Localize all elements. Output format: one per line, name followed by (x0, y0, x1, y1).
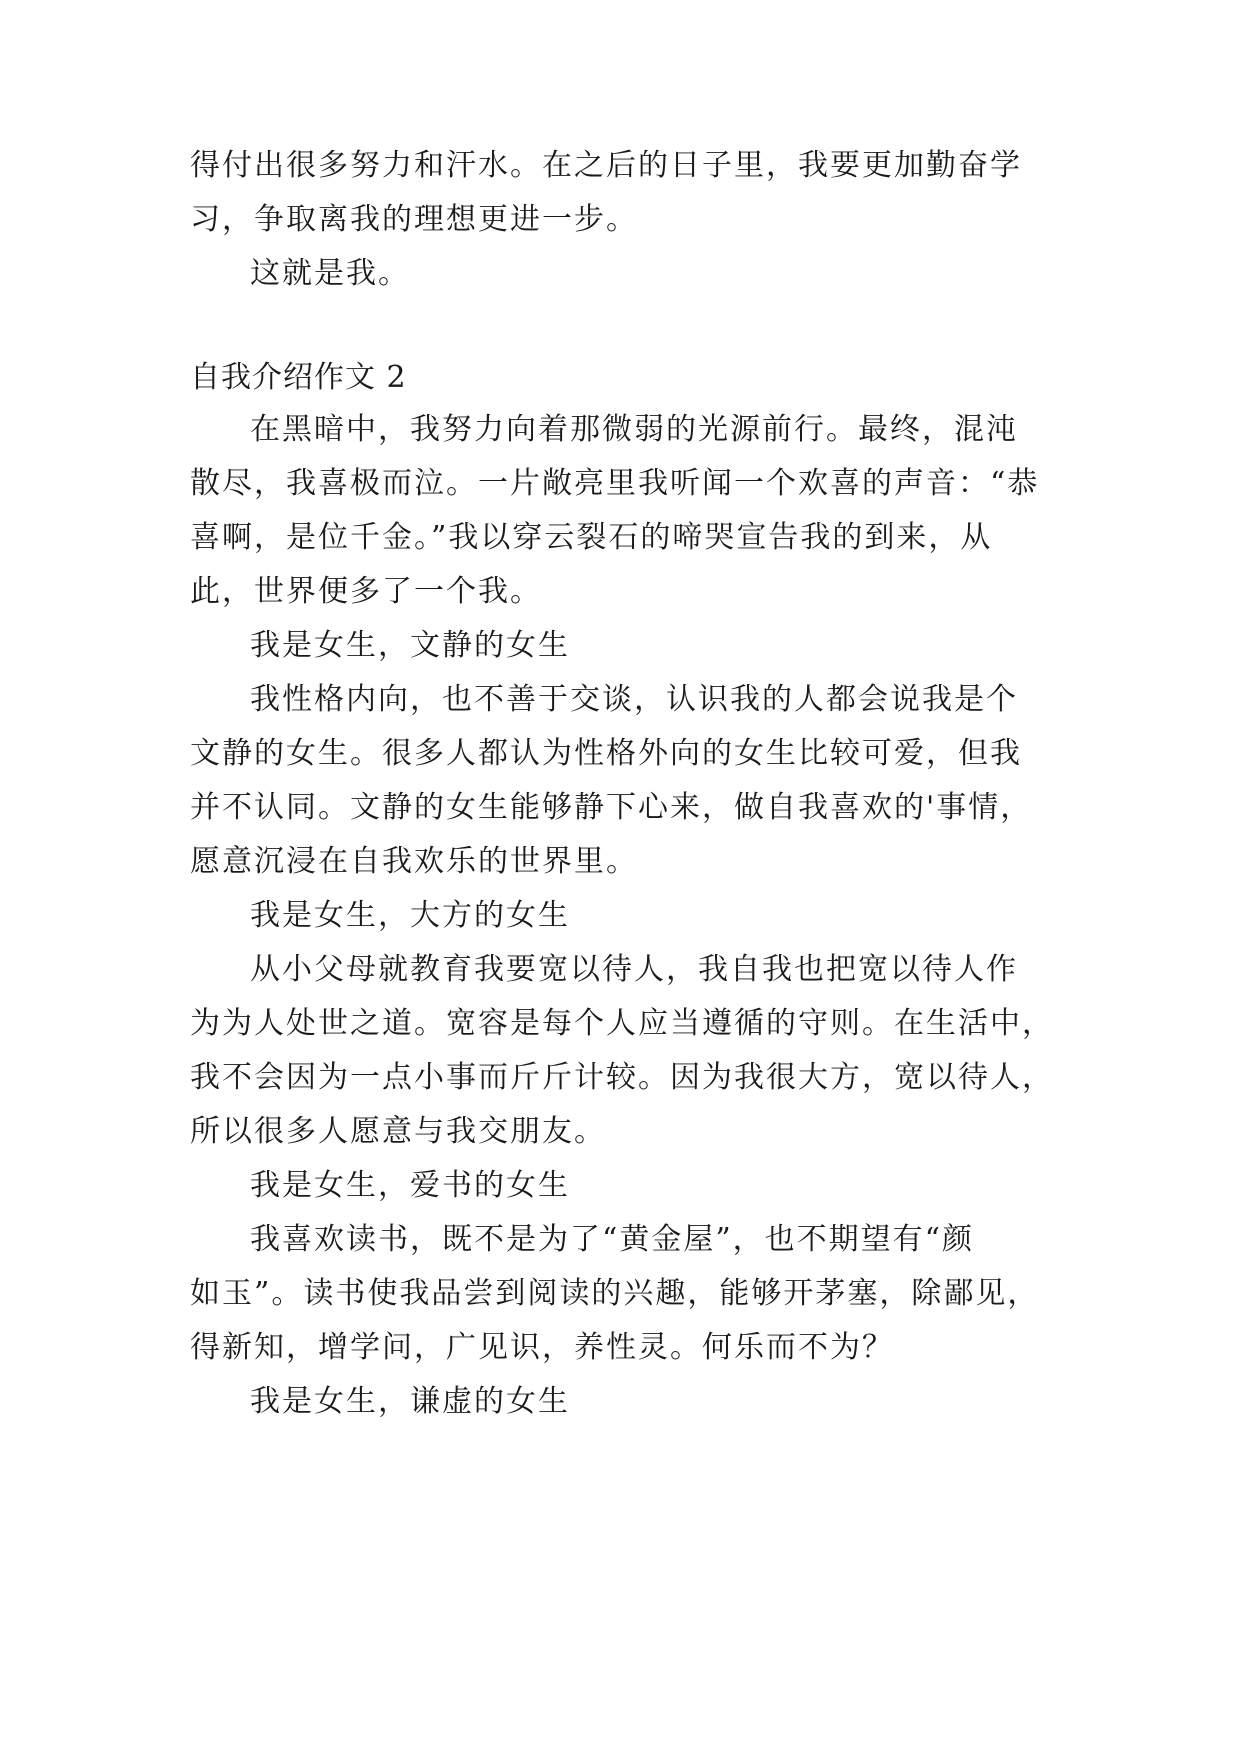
section-title: 自我介绍作文 2 (190, 360, 407, 395)
paragraph-line: 喜啊，是位千金。”我以穿云裂石的啼哭宣告我的到来，从 (190, 520, 993, 555)
paragraph-line: 此，世界便多了一个我。 (190, 574, 542, 609)
paragraph-line: 并不认同。文静的女生能够静下心来，做自我喜欢的'事情， (190, 790, 1033, 825)
paragraph-line: 为为人处世之道。宽容是每个人应当遵循的守则。在生活中， (190, 1006, 1054, 1041)
paragraph-line: 在黑暗中，我努力向着那微弱的光源前行。最终，混沌 (250, 412, 1018, 447)
paragraph-line: 我喜欢读书，既不是为了“黄金屋”，也不期望有“颜 (250, 1222, 975, 1257)
paragraph-line: 我性格内向，也不善于交谈，认识我的人都会说我是个 (250, 682, 1018, 717)
paragraph-line: 文静的女生。很多人都认为性格外向的女生比较可爱，但我 (190, 736, 1022, 771)
paragraph-line: 所以很多人愿意与我交朋友。 (190, 1114, 606, 1149)
paragraph-line: 我不会因为一点小事而斤斤计较。因为我很大方，宽以待人， (190, 1060, 1054, 1095)
paragraph-line: 从小父母就教育我要宽以待人，我自我也把宽以待人作 (250, 952, 1018, 987)
paragraph-line: 得新知，增学问，广见识，养性灵。何乐而不为？ (190, 1330, 894, 1365)
subheading-quiet: 我是女生，文静的女生 (250, 628, 570, 663)
paragraph-line: 习，争取离我的理想更进一步。 (190, 202, 638, 237)
paragraph-line: 散尽，我喜极而泣。一片敞亮里我听闻一个欢喜的声音：“恭 (190, 466, 1040, 501)
subheading-books: 我是女生，爱书的女生 (250, 1168, 570, 1203)
paragraph-line: 如玉”。读书使我品尝到阅读的兴趣，能够开茅塞，除鄙见， (190, 1276, 1040, 1311)
subheading-generous: 我是女生，大方的女生 (250, 898, 570, 933)
closing-line: 这就是我。 (250, 256, 410, 291)
subheading-modest: 我是女生，谦虚的女生 (250, 1384, 570, 1419)
paragraph-line: 愿意沉浸在自我欢乐的世界里。 (190, 844, 638, 879)
paragraph-line: 得付出很多努力和汗水。在之后的日子里，我要更加勤奋学 (190, 148, 1022, 183)
